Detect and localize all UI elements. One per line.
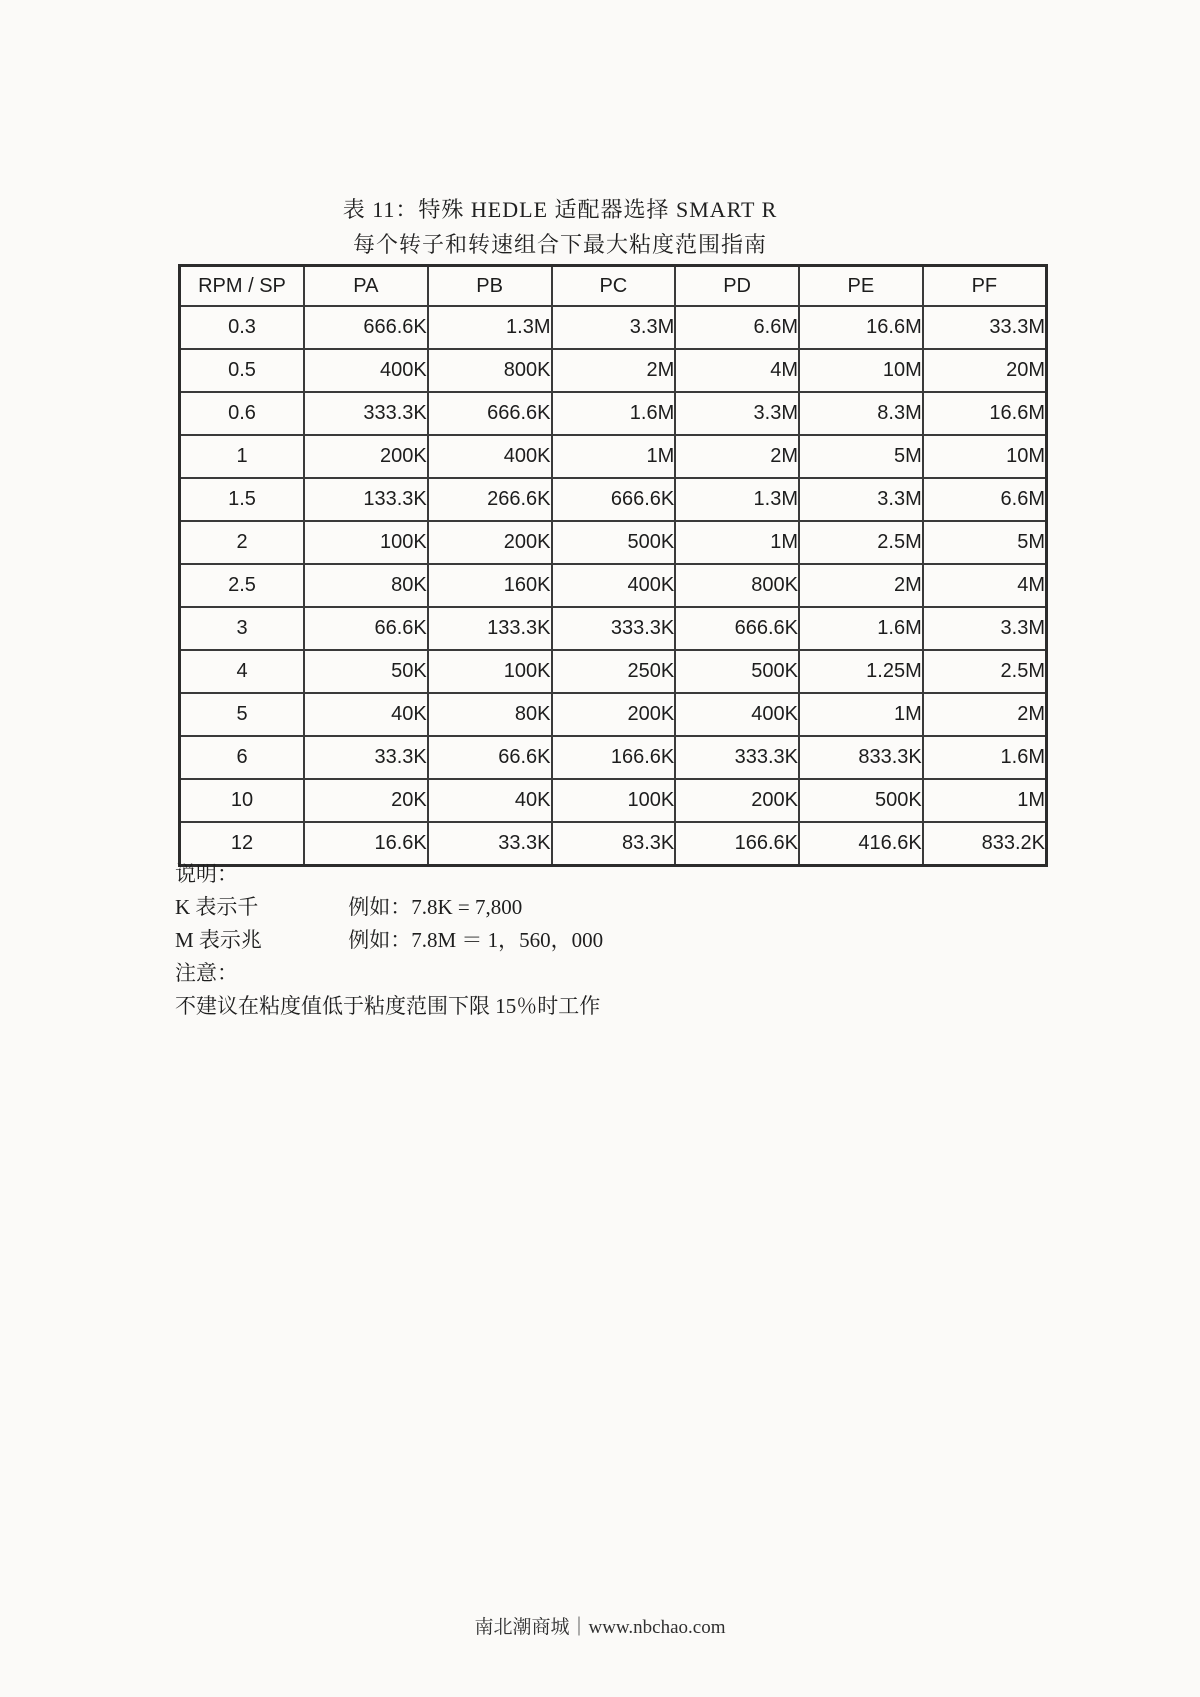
value-cell: 66.6K [428,736,552,779]
table-row [180,521,1047,564]
value-cell: 100K [304,521,428,564]
value-cell: 400K [304,349,428,392]
value-cell: 1.3M [428,306,552,349]
rpm-cell: 0.3 [180,306,305,349]
value-cell: 666.6K [428,392,552,435]
value-cell: 6.6M [675,306,799,349]
rpm-cell: 12 [180,822,305,866]
value-cell: 1M [923,779,1047,822]
table-caption-line1: 表 11：特殊 HEDLE 适配器选择 SMART R [342,197,778,222]
value-cell: 16.6M [799,306,923,349]
rpm-cell: 0.6 [180,392,305,435]
value-cell: 666.6K [304,306,428,349]
value-cell: 2M [923,693,1047,736]
rpm-cell: 10 [180,779,305,822]
value-cell: 40K [304,693,428,736]
value-cell: 8.3M [799,392,923,435]
rpm-cell: 5 [180,693,305,736]
value-cell: 80K [304,564,428,607]
value-cell: 1.6M [923,736,1047,779]
value-cell: 500K [552,521,676,564]
rpm-cell: 0.5 [180,349,305,392]
value-cell: 10M [799,349,923,392]
value-cell: 333.3K [675,736,799,779]
legend-item-m [175,924,1075,957]
value-cell: 2M [799,564,923,607]
rpm-cell: 6 [180,736,305,779]
table-row [180,306,1047,349]
value-cell: 133.3K [304,478,428,521]
legend-term-k: K 表示千 [175,895,259,919]
rpm-cell: 1 [180,435,305,478]
value-cell: 1M [799,693,923,736]
value-cell: 20K [304,779,428,822]
table-row [180,478,1047,521]
table-row [180,564,1047,607]
table-row [180,607,1047,650]
value-cell: 1.25M [799,650,923,693]
table-row [180,349,1047,392]
rpm-cell: 4 [180,650,305,693]
value-cell: 2M [675,435,799,478]
value-cell: 333.3K [304,392,428,435]
rpm-cell: 1.5 [180,478,305,521]
value-cell: 833.2K [923,822,1047,866]
value-cell: 400K [428,435,552,478]
legend-term-m: M 表示兆 [175,928,262,952]
value-cell: 1M [675,521,799,564]
value-cell: 33.3M [923,306,1047,349]
value-cell: 833.3K [799,736,923,779]
value-cell: 50K [304,650,428,693]
value-cell: 160K [428,564,552,607]
table-row [180,392,1047,435]
value-cell: 500K [675,650,799,693]
value-cell: 266.6K [428,478,552,521]
footer-watermark: 南北潮商城｜www.nbchao.com [474,1617,726,1638]
value-cell: 33.3K [304,736,428,779]
column-header-pf: PF [923,266,1047,307]
value-cell: 666.6K [552,478,676,521]
value-cell: 66.6K [304,607,428,650]
table-row [180,693,1047,736]
table-row [180,779,1047,822]
value-cell: 33.3K [428,822,552,866]
value-cell: 10M [923,435,1047,478]
value-cell: 200K [304,435,428,478]
value-cell: 333.3K [552,607,676,650]
legend-item-k [175,891,1075,924]
value-cell: 500K [799,779,923,822]
column-header-rpm-sp: RPM / SP [180,266,305,307]
column-header-pa: PA [304,266,428,307]
value-cell: 3.3M [552,306,676,349]
value-cell: 416.6K [799,822,923,866]
value-cell: 1.6M [799,607,923,650]
table-caption-line2: 每个转子和转速组合下最大粘度范围指南 [352,232,767,257]
value-cell: 16.6M [923,392,1047,435]
column-header-pe: PE [799,266,923,307]
value-cell: 40K [428,779,552,822]
value-cell: 200K [428,521,552,564]
table-row [180,650,1047,693]
value-cell: 100K [428,650,552,693]
value-cell: 5M [923,521,1047,564]
value-cell: 2.5M [923,650,1047,693]
caution-text: 不建议在粘度值低于粘度范围下限 15％时工作 [175,994,601,1018]
value-cell: 800K [428,349,552,392]
value-cell: 800K [675,564,799,607]
value-cell: 666.6K [675,607,799,650]
value-cell: 1M [552,435,676,478]
value-cell: 133.3K [428,607,552,650]
value-cell: 166.6K [552,736,676,779]
value-cell: 20M [923,349,1047,392]
table-row [180,736,1047,779]
value-cell: 200K [675,779,799,822]
value-cell: 83.3K [552,822,676,866]
value-cell: 3.3M [675,392,799,435]
value-cell: 166.6K [675,822,799,866]
value-cell: 250K [552,650,676,693]
legend-example-m: 例如：7.8M ＝ 1，560，000 [348,928,604,952]
table-caption [0,192,1120,262]
rpm-cell: 2 [180,521,305,564]
column-header-pd: PD [675,266,799,307]
column-header-pc: PC [552,266,676,307]
value-cell: 2.5M [799,521,923,564]
value-cell: 2M [552,349,676,392]
value-cell: 4M [675,349,799,392]
legend-title: 说明： [175,862,238,886]
value-cell: 16.6K [304,822,428,866]
table-head [180,266,1047,307]
value-cell: 6.6M [923,478,1047,521]
table-header-row [180,266,1047,307]
value-cell: 1.3M [675,478,799,521]
table-row [180,435,1047,478]
value-cell: 80K [428,693,552,736]
notes-block [175,858,1075,1023]
rpm-cell: 3 [180,607,305,650]
value-cell: 4M [923,564,1047,607]
caution-title: 注意： [175,961,238,985]
value-cell: 5M [799,435,923,478]
table-body [180,306,1047,866]
viscosity-range-table [178,264,1048,867]
value-cell: 1.6M [552,392,676,435]
value-cell: 400K [675,693,799,736]
value-cell: 100K [552,779,676,822]
value-cell: 400K [552,564,676,607]
value-cell: 200K [552,693,676,736]
legend-example-k: 例如：7.8K = 7,800 [348,895,523,919]
value-cell: 3.3M [923,607,1047,650]
rpm-cell: 2.5 [180,564,305,607]
value-cell: 3.3M [799,478,923,521]
column-header-pb: PB [428,266,552,307]
